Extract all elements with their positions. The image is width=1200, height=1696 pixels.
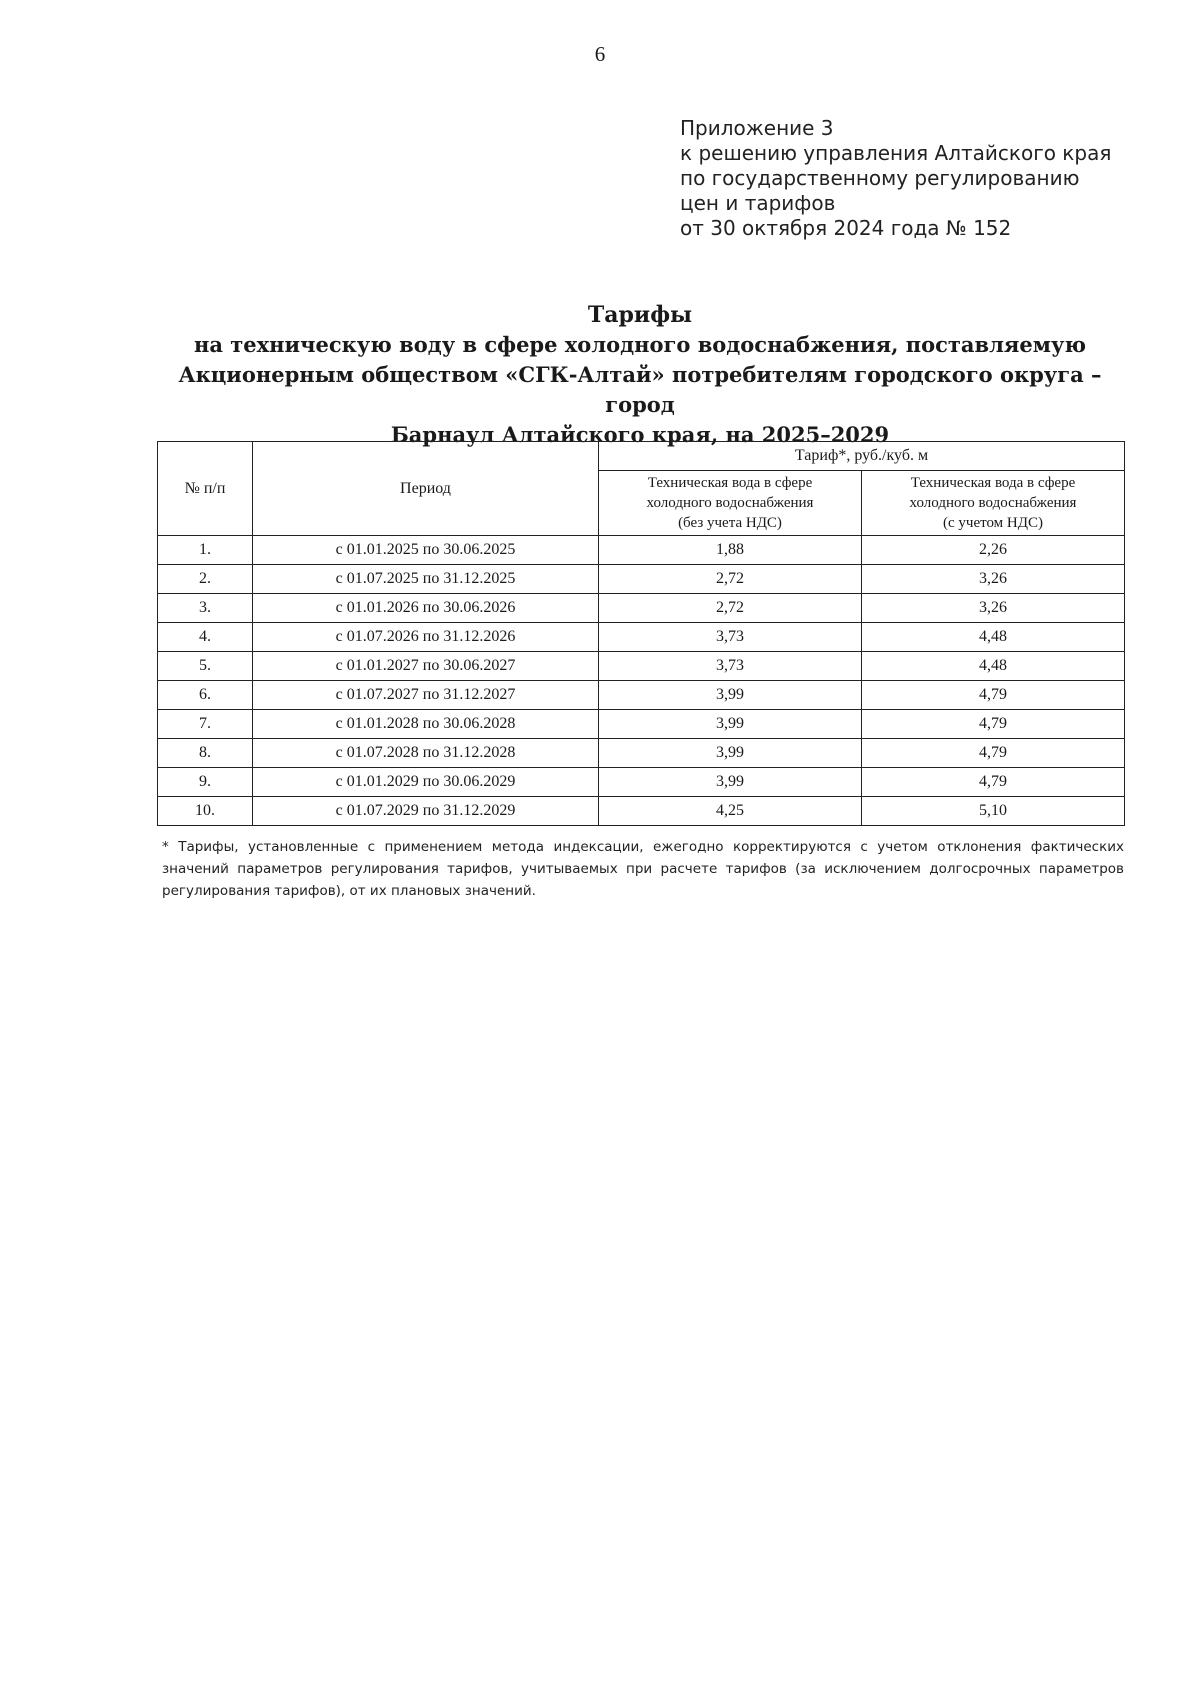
document-title: [150, 300, 1130, 450]
table-row: [158, 797, 1125, 826]
cell-num: 8.: [158, 739, 253, 768]
cell-num: 6.: [158, 681, 253, 710]
appendix-line: к решению управления Алтайского края: [680, 141, 1112, 165]
cell-no-vat: 3,73: [599, 623, 862, 652]
table-row: [158, 652, 1125, 681]
cell-num: 9.: [158, 768, 253, 797]
cell-period: с 01.07.2028 по 31.12.2028: [253, 739, 599, 768]
cell-period: с 01.07.2027 по 31.12.2027: [253, 681, 599, 710]
table-row: [158, 739, 1125, 768]
cell-no-vat: 3,99: [599, 710, 862, 739]
cell-period: с 01.07.2025 по 31.12.2025: [253, 565, 599, 594]
header-period: Период: [253, 442, 599, 536]
cell-no-vat: 3,99: [599, 681, 862, 710]
header-num: № п/п: [158, 442, 253, 536]
cell-with-vat: 3,26: [862, 594, 1125, 623]
table-row: [158, 681, 1125, 710]
appendix-line: Приложение 3: [680, 116, 834, 140]
cell-with-vat: 4,79: [862, 739, 1125, 768]
header-no-vat-line: Техническая вода в сфере: [647, 475, 813, 491]
footnote: * Тарифы, установленные с применением метода индексации, ежегодно корректируются с учетом отклонения фактических значений параметров регулирования тарифов, учитываемых при расчете тарифов (за исключением долгосрочных параметров регулирования тарифов), от их плановых значений.: [162, 839, 1124, 899]
cell-period: с 01.01.2026 по 30.06.2026: [253, 594, 599, 623]
cell-no-vat: 1,88: [599, 536, 862, 565]
cell-num: 1.: [158, 536, 253, 565]
cell-with-vat: 4,79: [862, 710, 1125, 739]
cell-num: 2.: [158, 565, 253, 594]
cell-with-vat: 4,48: [862, 652, 1125, 681]
cell-with-vat: 5,10: [862, 797, 1125, 826]
cell-period: с 01.01.2025 по 30.06.2025: [253, 536, 599, 565]
header-with-vat-line: Техническая вода в сфере: [910, 475, 1076, 491]
cell-no-vat: 2,72: [599, 565, 862, 594]
cell-period: с 01.07.2026 по 31.12.2026: [253, 623, 599, 652]
header-no-vat-line: (без учета НДС): [678, 515, 782, 531]
cell-period: с 01.01.2027 по 30.06.2027: [253, 652, 599, 681]
table-row: [158, 594, 1125, 623]
header-with-vat-line: холодного водоснабжения: [909, 495, 1077, 511]
header-with-vat-line: (с учетом НДС): [943, 515, 1043, 531]
table-row: [158, 536, 1125, 565]
cell-no-vat: 4,25: [599, 797, 862, 826]
table-row: [158, 710, 1125, 739]
header-tariff-group: Тариф*, руб./куб. м: [599, 442, 1125, 471]
cell-with-vat: 4,79: [862, 681, 1125, 710]
cell-no-vat: 3,73: [599, 652, 862, 681]
table-row: [158, 768, 1125, 797]
appendix-line: по государственному регулированию: [680, 166, 1080, 190]
cell-period: с 01.01.2028 по 30.06.2028: [253, 710, 599, 739]
table-row: [158, 623, 1125, 652]
cell-with-vat: 4,48: [862, 623, 1125, 652]
cell-num: 4.: [158, 623, 253, 652]
title-line: Барнаул Алтайского края, на 2025–2029: [390, 422, 890, 447]
header-with-vat: [862, 471, 1125, 536]
tariff-table: [157, 441, 1125, 826]
cell-with-vat: 2,26: [862, 536, 1125, 565]
cell-num: 3.: [158, 594, 253, 623]
page-number: 6: [594, 42, 606, 66]
cell-num: 7.: [158, 710, 253, 739]
cell-num: 10.: [158, 797, 253, 826]
header-no-vat-line: холодного водоснабжения: [646, 495, 814, 511]
cell-no-vat: 3,99: [599, 739, 862, 768]
title-line: на техническую воду в сфере холодного водоснабжения, поставляемую: [194, 332, 1086, 357]
cell-with-vat: 4,79: [862, 768, 1125, 797]
cell-no-vat: 2,72: [599, 594, 862, 623]
appendix-block: [680, 116, 1140, 241]
appendix-line: цен и тарифов: [680, 191, 836, 215]
cell-no-vat: 3,99: [599, 768, 862, 797]
table-row: [158, 565, 1125, 594]
header-no-vat: [599, 471, 862, 536]
title-main: Тарифы: [587, 302, 693, 328]
title-line: Акционерным обществом «СГК-Алтай» потребителям городского округа – город: [178, 362, 1102, 417]
cell-period: с 01.07.2029 по 31.12.2029: [253, 797, 599, 826]
cell-num: 5.: [158, 652, 253, 681]
appendix-line: от 30 октября 2024 года № 152: [680, 216, 1012, 240]
cell-period: с 01.01.2029 по 30.06.2029: [253, 768, 599, 797]
cell-with-vat: 3,26: [862, 565, 1125, 594]
